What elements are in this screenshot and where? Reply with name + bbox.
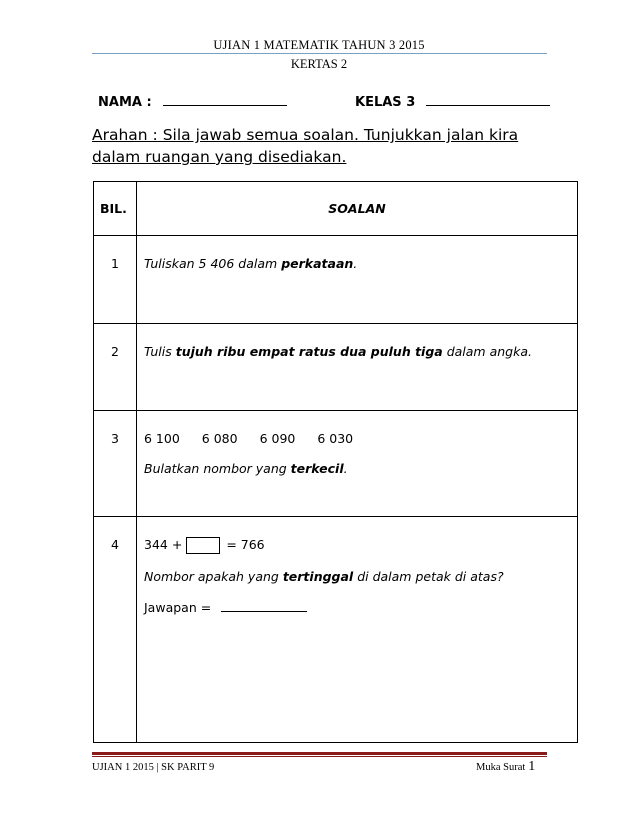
question-row-3 (94, 411, 578, 517)
number-choice[interactable]: 6 100 (144, 431, 180, 446)
question-text-part: Bulatkan nombor yang (144, 461, 291, 476)
name-blank[interactable] (163, 93, 287, 106)
question-keyword: terkecil (290, 461, 344, 476)
name-field[interactable] (98, 91, 287, 110)
question-row-4 (94, 517, 578, 743)
question-text-part: Tuliskan 5 406 dalam (144, 256, 282, 271)
question-number: 3 (94, 411, 137, 517)
question-row-1 (94, 236, 578, 324)
question-number: 4 (94, 517, 137, 743)
answer-blank[interactable] (221, 599, 307, 612)
question-row-2 (94, 324, 578, 411)
answer-label: Jawapan = (144, 600, 212, 615)
question-number: 2 (94, 324, 137, 411)
paper-number: KERTAS 2 (290, 57, 348, 71)
answer-line[interactable] (144, 599, 577, 615)
missing-number-box[interactable] (186, 537, 220, 554)
question-text[interactable] (137, 411, 578, 517)
question-text[interactable] (137, 324, 578, 411)
exam-title: UJIAN 1 MATEMATIK TAHUN 3 2015 (213, 38, 425, 52)
name-label: NAMA : (98, 95, 152, 110)
question-text-part: Tulis (144, 344, 176, 359)
table-header-row (94, 182, 578, 236)
number-choices (144, 431, 577, 446)
question-text[interactable] (137, 517, 578, 743)
question-text-part: Nombor apakah yang (144, 569, 283, 584)
footer-divider-thin (92, 756, 547, 757)
equation-right: = 766 (226, 537, 265, 552)
question-text-part: dalam angka. (442, 344, 532, 359)
footer-page (476, 759, 535, 775)
class-blank[interactable] (426, 93, 550, 106)
question-keyword: tertinggal (282, 569, 354, 584)
question-number: 1 (94, 236, 137, 324)
question-instruction (144, 461, 577, 476)
column-header-soalan: SOALAN (137, 182, 578, 236)
footer-exam-info: UJIAN 1 2015 | SK PARIT 9 (92, 762, 215, 773)
number-choice[interactable]: 6 080 (201, 431, 238, 446)
question-table (93, 181, 578, 743)
question-text-part: . (343, 461, 348, 476)
column-header-bil: BIL. (94, 182, 137, 236)
number-choice[interactable]: 6 030 (317, 431, 354, 446)
question-text-part: di dalam petak di atas? (353, 569, 504, 584)
page-number: 1 (528, 759, 536, 774)
question-text[interactable] (137, 236, 578, 324)
header-divider (92, 53, 547, 54)
instructions: Arahan : Sila jawab semua soalan. Tunjukkan jalan kira dalam ruangan yang disediakan. (92, 126, 519, 166)
number-choice[interactable]: 6 090 (259, 431, 296, 446)
class-label: KELAS 3 (355, 95, 416, 110)
question-instruction (144, 569, 577, 584)
question-keyword: perkataan (281, 256, 354, 271)
question-keyword: tujuh ribu empat ratus dua puluh tiga (175, 344, 443, 359)
page-label: Muka Surat (476, 762, 526, 773)
equation (144, 537, 577, 554)
footer-divider-thick (92, 752, 547, 755)
question-text-part: . (353, 256, 358, 271)
equation-left: 344 + (144, 537, 183, 552)
class-field[interactable] (355, 91, 550, 110)
